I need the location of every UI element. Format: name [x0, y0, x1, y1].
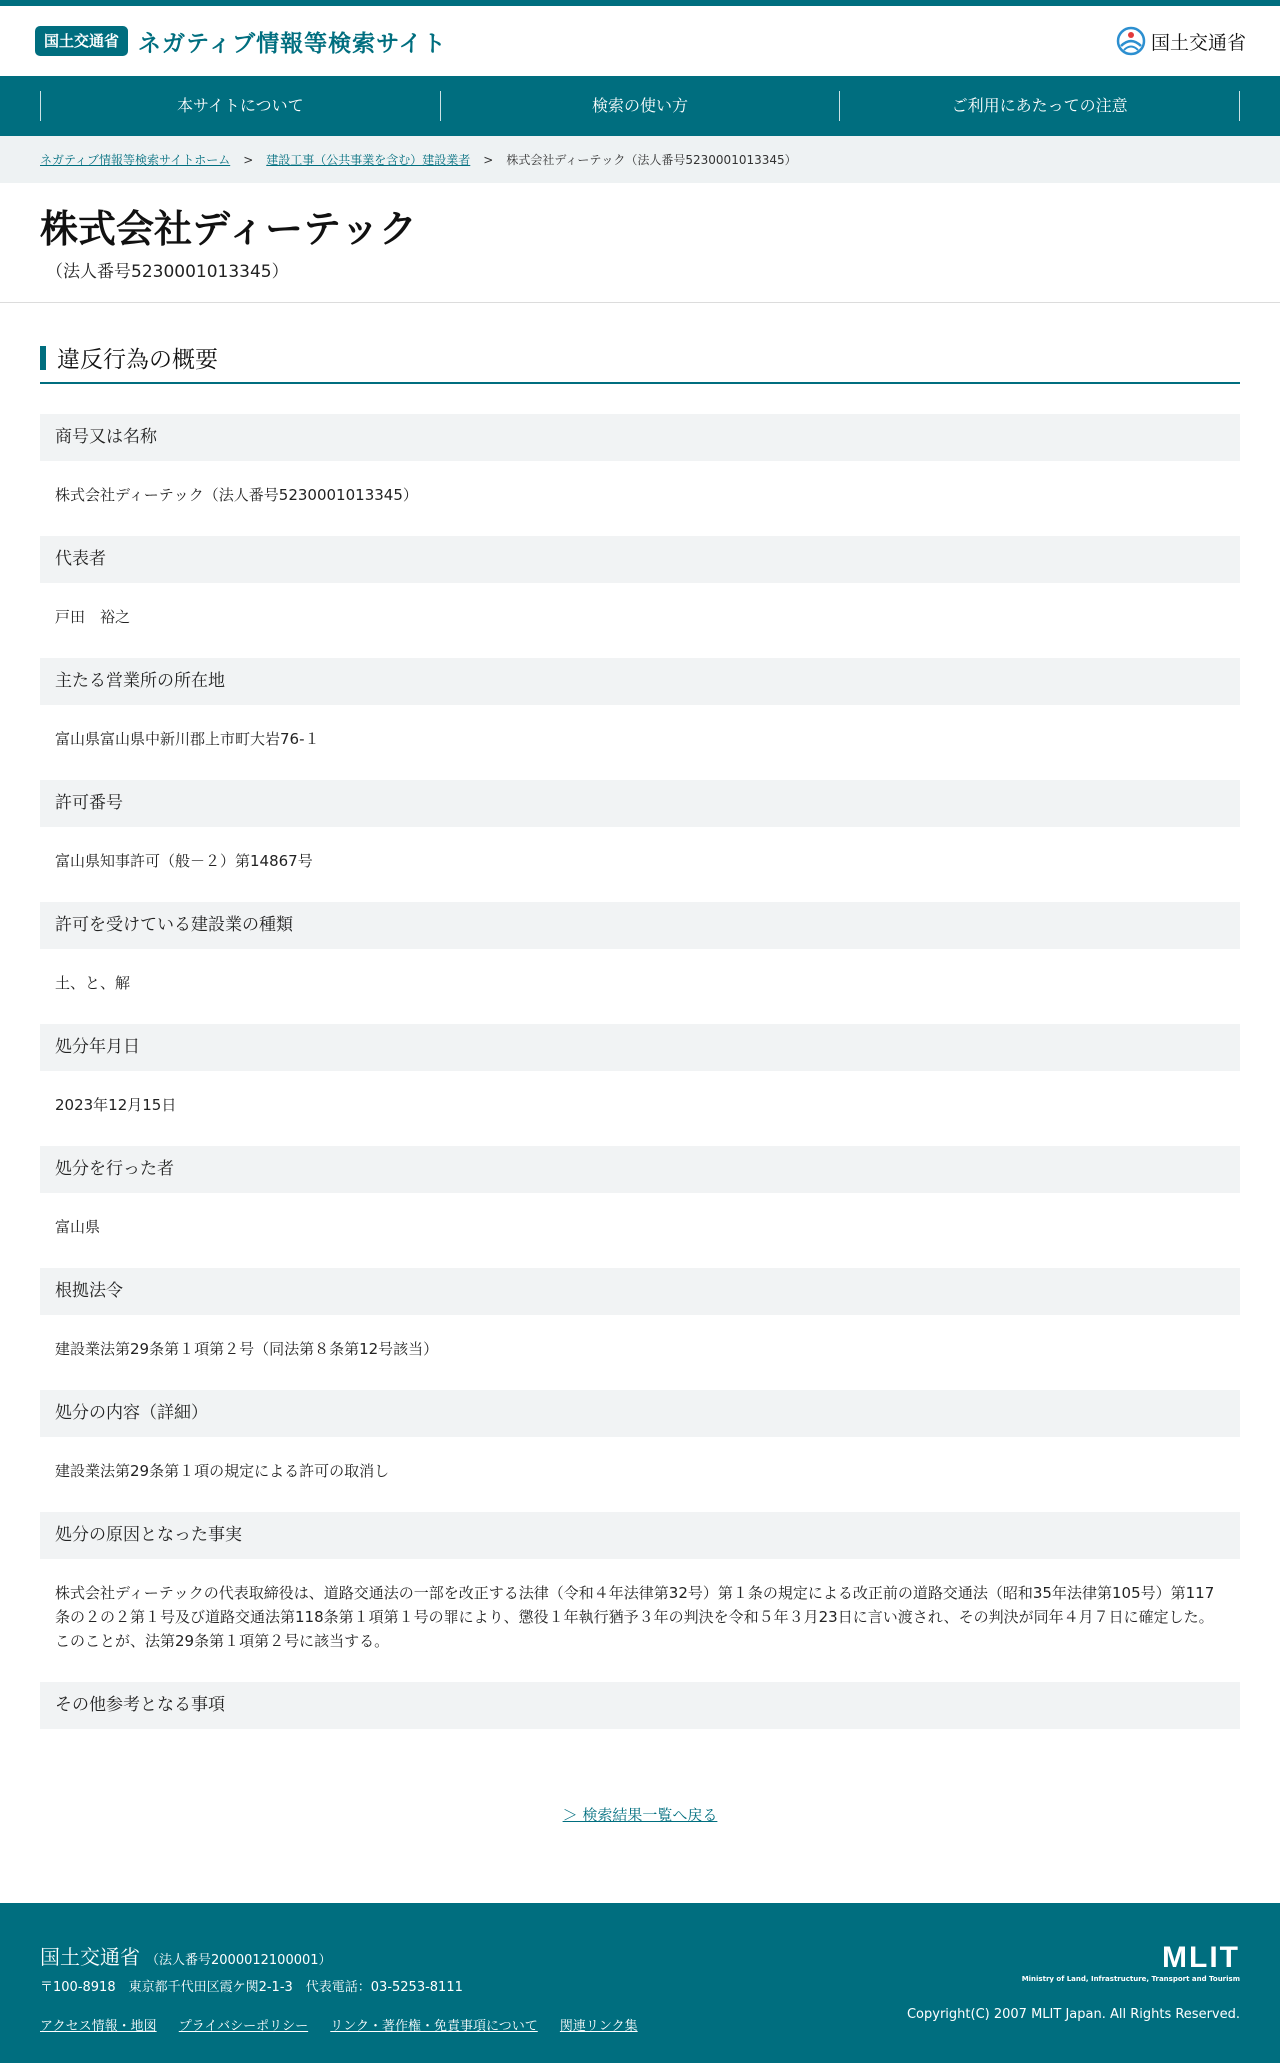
field-label-other-notes: その他参考となる事項 [40, 1682, 1240, 1729]
site-footer [0, 1903, 1280, 2063]
ministry-badge: 国土交通省 [35, 26, 128, 56]
section-heading-text: 違反行為の概要 [57, 347, 218, 373]
nav-item-how-to-search[interactable]: 検索の使い方 [440, 91, 840, 121]
page-title: 株式会社ディーテック [40, 207, 417, 251]
field-label-legal-basis: 根拠法令 [40, 1268, 1240, 1315]
mlit-logo [1022, 1943, 1240, 1983]
detail-list [40, 414, 1240, 1729]
site-brand[interactable] [35, 25, 447, 58]
field-label-disposition-details: 処分の内容（詳細） [40, 1390, 1240, 1437]
breadcrumb-separator: > [243, 152, 254, 167]
field-value-representative: 戸田 裕之 [55, 608, 131, 626]
nav-item-notes[interactable]: ご利用にあたっての注意 [839, 91, 1240, 121]
field-label-disposition-date: 処分年月日 [40, 1024, 1240, 1071]
field-value-office-address: 富山県富山県中新川郡上市町大岩76-１ [55, 730, 320, 748]
footer-link-access[interactable]: アクセス情報・地図 [40, 2019, 157, 2034]
field-label-representative: 代表者 [40, 536, 1240, 583]
back-link-area [40, 1729, 1240, 1903]
field-value-disposing-authority: 富山県 [55, 1218, 101, 1236]
breadcrumb [0, 136, 1280, 183]
breadcrumb-category-link[interactable]: 建設工事（公共事業を含む）建設業者 [266, 153, 471, 167]
corporate-number: （法人番号5230001013345） [46, 262, 289, 282]
ministry-emblem-icon [1116, 26, 1146, 56]
footer-copyright: Copyright(C) 2007 MLIT Japan. All Rights Reserved. [906, 2007, 1240, 2022]
field-label-trade-name: 商号又は名称 [40, 414, 1240, 461]
field-label-business-types: 許可を受けている建設業の種類 [40, 902, 1240, 949]
section-heading [40, 341, 1240, 384]
global-nav [0, 76, 1280, 136]
field-value-disposition-date: 2023年12月15日 [55, 1096, 177, 1114]
site-header [0, 6, 1280, 76]
back-to-results-link[interactable]: ＞ 検索結果一覧へ戻る [562, 1806, 718, 1824]
field-value-disposition-details: 建設業法第29条第１項の規定による許可の取消し [55, 1462, 390, 1480]
mlit-logo-mark: MLIT [1162, 1941, 1240, 1974]
nav-item-about[interactable]: 本サイトについて [40, 91, 440, 121]
footer-link-related[interactable]: 関連リンク集 [559, 2019, 638, 2034]
field-label-office-address: 主たる営業所の所在地 [40, 658, 1240, 705]
field-value-license-number: 富山県知事許可（般－２）第14867号 [55, 852, 313, 870]
mlit-logo-subtitle: Ministry of Land, Infrastructure, Transport and Tourism [1021, 1975, 1240, 1983]
field-value-trade-name: 株式会社ディーテック（法人番号5230001013345） [55, 486, 418, 504]
ministry-logo[interactable] [1116, 26, 1246, 56]
field-label-cause-facts: 処分の原因となった事実 [40, 1512, 1240, 1559]
field-value-business-types: 土、と、解 [55, 974, 131, 992]
field-label-license-number: 許可番号 [40, 780, 1240, 827]
footer-link-privacy[interactable]: プライバシーポリシー [178, 2019, 309, 2034]
footer-address: 〒100-8918 東京都千代田区霞ケ関2-1-3 代表電話：03-5253-8111 [40, 1980, 463, 1995]
breadcrumb-separator: > [483, 152, 494, 167]
breadcrumb-home-link[interactable]: ネガティブ情報等検索サイトホーム [40, 153, 231, 167]
heading-accent-bar [40, 346, 46, 370]
footer-org-number: （法人番号2000012100001） [146, 1953, 332, 1968]
main-content [0, 303, 1280, 1903]
site-title: ネガティブ情報等検索サイト [138, 30, 447, 57]
ministry-name: 国土交通省 [1150, 31, 1246, 54]
field-label-disposing-authority: 処分を行った者 [40, 1146, 1240, 1193]
field-value-legal-basis: 建設業法第29条第１項第２号（同法第８条第12号該当） [55, 1340, 439, 1358]
field-value-cause-facts: 株式会社ディーテックの代表取締役は、道路交通法の一部を改正する法律（令和４年法律第32号）第１条の規定による改正前の道路交通法（昭和35年法律第105号）第117条の２の２第１号及び道路交通法第118条第１項第１号の罪により、懲役１年執行猶予３年の判決を令和５年３月23日に言い渡され、その判決が同年４月７日に確定した。このことが、法第29条第１項第２号に該当する。 [55, 1584, 1215, 1650]
breadcrumb-current: 株式会社ディーテック（法人番号5230001013345） [506, 153, 797, 167]
title-area [0, 183, 1280, 303]
footer-link-copyright[interactable]: リンク・著作権・免責事項について [330, 2019, 538, 2034]
footer-org-name: 国土交通省 [40, 1945, 140, 1969]
